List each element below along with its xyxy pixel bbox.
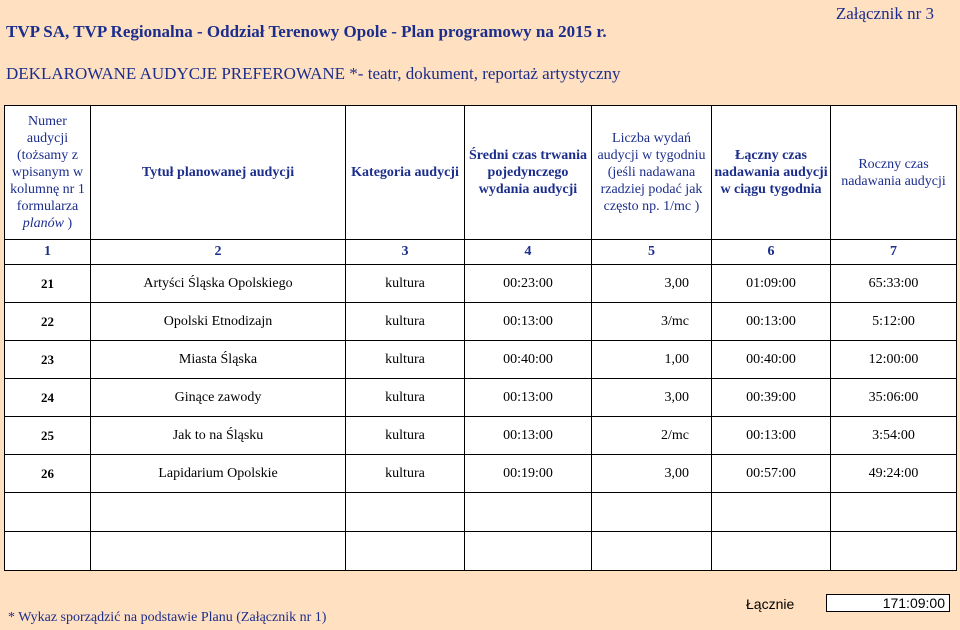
col-header-number	[5, 106, 91, 240]
row-avg-duration: 00:19:00	[465, 455, 592, 493]
column-numbers-row	[5, 240, 957, 265]
row-number: 26	[5, 455, 91, 493]
row-avg-duration: 00:13:00	[465, 303, 592, 341]
page-subtitle: DEKLAROWANE AUDYCJE PREFEROWANE *- teatr, dokument, reportaż artystyczny	[6, 64, 621, 83]
table-row	[5, 417, 957, 455]
table-row	[5, 379, 957, 417]
row-weekly-total: 00:39:00	[712, 379, 831, 417]
col-number: 1	[5, 240, 91, 265]
row-yearly-total: 5:12:00	[831, 303, 957, 341]
row-title: Opolski Etnodizajn	[91, 303, 346, 341]
row-category: kultura	[346, 341, 465, 379]
row-category: kultura	[346, 417, 465, 455]
col-number: 3	[346, 240, 465, 265]
table-row	[5, 341, 957, 379]
col-header-number-line: (tożsamy z	[16, 148, 79, 163]
row-avg-duration: 00:23:00	[465, 265, 592, 303]
row-per-week: 3,00	[592, 265, 712, 303]
row-yearly-total: 12:00:00	[831, 341, 957, 379]
row-weekly-total: 00:13:00	[712, 417, 831, 455]
row-title: Jak to na Śląsku	[91, 417, 346, 455]
empty-row	[5, 493, 957, 532]
col-header-title: Tytuł planowanej audycji	[91, 106, 346, 240]
row-category: kultura	[346, 455, 465, 493]
row-number: 22	[5, 303, 91, 341]
row-category: kultura	[346, 379, 465, 417]
row-number: 25	[5, 417, 91, 455]
header-row	[5, 106, 957, 240]
col-header-number-line: audycji	[26, 131, 69, 146]
row-weekly-total: 00:13:00	[712, 303, 831, 341]
col-header-number-suffix: )	[64, 216, 73, 231]
col-number: 4	[465, 240, 592, 265]
row-number: 21	[5, 265, 91, 303]
row-number: 23	[5, 341, 91, 379]
footnote: * Wykaz sporządzić na podstawie Planu (Załącznik nr 1)	[8, 610, 327, 625]
annex-label: Załącznik nr 3	[835, 4, 934, 23]
row-yearly-total: 35:06:00	[831, 379, 957, 417]
col-header-yearly-total: Roczny czas nadawania audycji	[831, 106, 957, 240]
col-header-per-week-text: Liczba wydań audycji w tygodniu (jeśli nadawana rzadziej podać jak często np. 1/mc )	[597, 131, 706, 214]
row-per-week: 3,00	[592, 379, 712, 417]
row-weekly-total: 01:09:00	[712, 265, 831, 303]
col-header-number-line	[5, 215, 90, 232]
row-category: kultura	[346, 265, 465, 303]
table-row	[5, 455, 957, 493]
total-label: Łącznie	[746, 596, 795, 612]
empty-row	[5, 532, 957, 571]
col-header-category: Kategoria audycji	[346, 106, 465, 240]
col-header-number-line: kolumnę nr 1	[10, 182, 85, 197]
col-header-number-line: wpisanym w	[11, 165, 84, 180]
col-header-number-line: formularza	[16, 199, 79, 214]
col-header-number-line: Numer	[28, 114, 67, 129]
table-row	[5, 265, 957, 303]
col-number: 6	[712, 240, 831, 265]
col-header-avg-duration: Średni czas trwania pojedynczego wydania audycji	[465, 106, 592, 240]
row-per-week: 3,00	[592, 455, 712, 493]
col-header-weekly-total: Łączny czas nadawania audycji w ciągu tygodnia	[712, 106, 831, 240]
col-number: 5	[592, 240, 712, 265]
row-title: Ginące zawody	[91, 379, 346, 417]
col-number: 7	[831, 240, 957, 265]
row-per-week: 3/mc	[592, 303, 712, 341]
row-yearly-total: 3:54:00	[831, 417, 957, 455]
row-per-week: 2/mc	[592, 417, 712, 455]
programs-table	[4, 105, 957, 571]
table-row	[5, 303, 957, 341]
row-avg-duration: 00:40:00	[465, 341, 592, 379]
row-title: Artyści Śląska Opolskiego	[91, 265, 346, 303]
row-title: Lapidarium Opolskie	[91, 455, 346, 493]
row-number: 24	[5, 379, 91, 417]
page-title: TVP SA, TVP Regionalna - Oddział Terenowy Opole - Plan programowy na 2015 r.	[6, 22, 607, 41]
row-weekly-total: 00:40:00	[712, 341, 831, 379]
col-header-per-week	[592, 106, 712, 240]
row-title: Miasta Śląska	[91, 341, 346, 379]
row-category: kultura	[346, 303, 465, 341]
col-number: 2	[91, 240, 346, 265]
col-header-number-italic: planów	[22, 216, 65, 231]
row-per-week: 1,00	[592, 341, 712, 379]
row-avg-duration: 00:13:00	[465, 379, 592, 417]
row-yearly-total: 49:24:00	[831, 455, 957, 493]
total-value: 171:09:00	[826, 594, 950, 612]
row-avg-duration: 00:13:00	[465, 417, 592, 455]
row-weekly-total: 00:57:00	[712, 455, 831, 493]
row-yearly-total: 65:33:00	[831, 265, 957, 303]
